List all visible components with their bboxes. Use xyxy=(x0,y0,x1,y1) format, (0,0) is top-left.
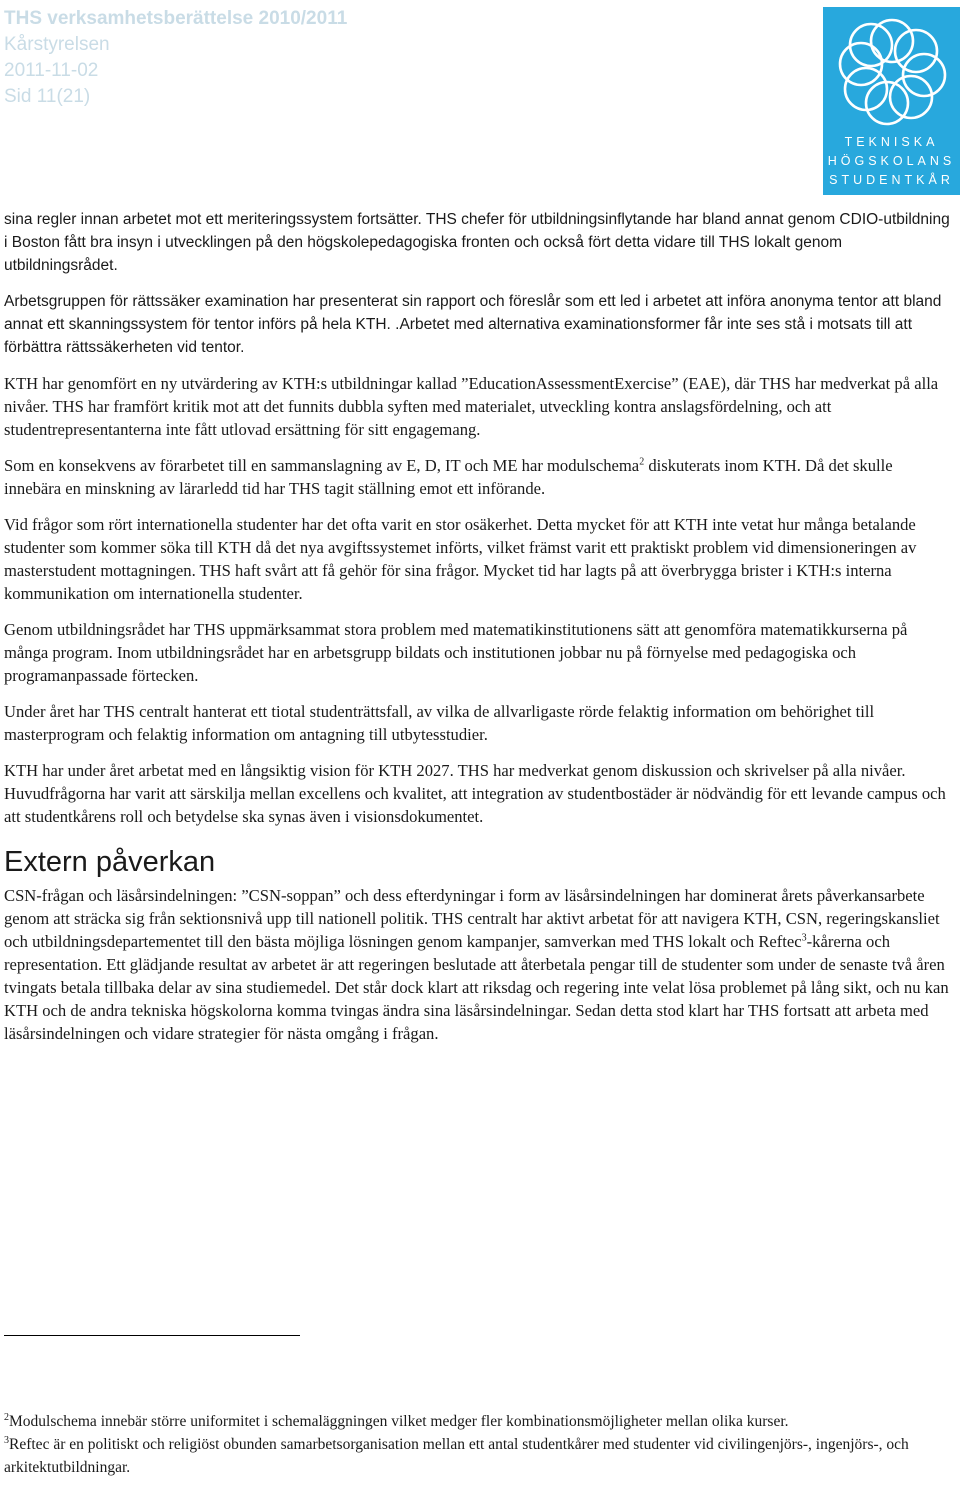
footnotes xyxy=(4,1410,950,1479)
footnote-2-text: Modulschema innebär större uniformitet i schemaläggningen vilket medger fler kombinationsmöjligheter mellan olika kurser. xyxy=(9,1413,789,1430)
document-title: THS verksamhetsberättelse 2010/2011 xyxy=(4,8,348,29)
footnote-3-number: 3 xyxy=(4,1434,9,1446)
document-body xyxy=(4,208,950,1058)
interlocking-rings-logo-icon xyxy=(823,7,960,132)
logo-line-1: TEKNISKA xyxy=(844,135,939,149)
logo-line-2: HÖGSKOLANS xyxy=(827,154,956,168)
page-header xyxy=(4,6,347,110)
logo-wordmark xyxy=(823,133,960,190)
paragraph-2: Arbetsgruppen för rättssäker examination har presenterat sin rapport och föreslår som ett led i arbetet att införa anonyma tentor att bland annat ett skanningssystem för tentor införs på hela KTH. .Arbetet med alternativa examinationsformer får inte ses stå i motsats till att förbättra rättssäkerheten vid tentor. xyxy=(4,293,942,356)
footnote-3 xyxy=(4,1433,950,1479)
paragraph-7: Under året har THS centralt hanterat ett tiotal studenträttsfall, av vilka de allvarligaste rörde felaktig information om behörighet till masterprogram och felaktig information om antagning till utbytesstudier. xyxy=(4,702,875,744)
section-heading: Extern påverkan xyxy=(4,846,216,878)
paragraph-4-text-b: diskuterats inom KTH. Då det skulle innebära en minskning av lärarledd tid har THS tagit ställning emot ett införande. xyxy=(4,456,893,498)
paragraph-9-text-b: -kårerna och representation. Ett glädjande resultat av arbetet är att regeringen beslutade att återbetala pengar till de studenter som under de senaste två åren tvingats betala tillbaka delar av sina studiemedel. Det står dock klart att riksdag och regering inte velat lösa problemet på lång sikt, och nu kan KTH och de andra tekniska högskolorna komma tvingas ändra sina läsårsindelningar. Sedan detta stod klart har THS fortsatt att arbeta med läsårsindelningen och vidare strategier för nästa omgång i frågan. xyxy=(4,932,949,1043)
paragraph-6: Genom utbildningsrådet har THS uppmärksammat stora problem med matematikinstitutionens sätt att genomföra matematikkurserna på många program. Inom utbildningsrådet har en arbetsgrupp bildats och institutionen jobbar nu på förnyelse med pedagogiska och programanpassade förtecken. xyxy=(4,620,908,685)
footnote-ref-3: 3 xyxy=(801,932,807,944)
paragraph-5: Vid frågor som rört internationella studenter har det ofta varit en stor osäkerhet. Detta mycket för att KTH inte vetat hur många betalande studenter som kommer söka till KTH då det nya avgiftssystemet införts, vilket främst varit ett praktiskt problem vid dimensioneringen av masterstudent mottagningen. THS haft svårt att få gehör för sina frågor. Mycket tid har lagts på att överbrygga brister i KTH:s interna kommunikation om internationella studenter. xyxy=(4,515,917,603)
paragraph-1: sina regler innan arbetet mot ett meriteringssystem fortsätter. THS chefer för utbildningsinflytande har bland annat genom CDIO-utbildning i Boston fått bra insyn i utvecklingen på den högskolepedagogiska fronten och också fört detta vidare till THS lokalt genom utbildningsrådet. xyxy=(4,211,950,274)
ths-logo xyxy=(823,7,960,195)
paragraph-4 xyxy=(4,454,950,500)
logo-line-3: STUDENTKÅR xyxy=(829,173,954,187)
paragraph-4-text-a: Som en konsekvens av förarbetet till en sammanslagning av E, D, IT och ME har modulschema xyxy=(4,456,640,475)
paragraph-9 xyxy=(4,884,950,1045)
footnote-separator xyxy=(4,1335,300,1336)
page-number: Sid 11(21) xyxy=(4,86,91,107)
document-date: 2011-11-02 xyxy=(4,60,99,81)
footnote-ref-2: 2 xyxy=(639,456,645,468)
footnote-2 xyxy=(4,1410,950,1433)
paragraph-3: KTH har genomfört en ny utvärdering av KTH:s utbildningar kallad ”EducationAssessmentExercise” (EAE), där THS har medverkat på alla nivåer. THS har framfört kritik mot att det funnits dubbla syften med materialet, utveckling kontra anslagsfördelning, och att studentrepresentanterna inte fått utlovad ersättning för sitt engagemang. xyxy=(4,374,939,439)
organization-name: Kårstyrelsen xyxy=(4,34,110,55)
paragraph-8: KTH har under året arbetat med en långsiktig vision för KTH 2027. THS har medverkat genom diskussion och skrivelser på alla nivåer. Huvudfrågorna har varit att särskilja mellan excellens och kvalitet, att integration av studentbostäder är nödvändig för ett levande campus och att studentkårens roll och betydelse ska synas även i visionsdokumentet. xyxy=(4,761,946,826)
footnote-3-text: Reftec är en politiskt och religiöst obunden samarbetsorganisation mellan ett antal studentkårer med studenter vid civilingenjörs-, ingenjörs-, och arkitektutbildningar. xyxy=(4,1436,909,1476)
footnote-2-number: 2 xyxy=(4,1411,9,1423)
paragraph-9-text-a: CSN-frågan och läsårsindelningen: ”CSN-soppan” och dess efterdyningar i form av läsårsindelningen har dominerat årets påverkansarbete genom att sträcka sig från sektionsnivå upp till nationell politik. THS centralt har aktivt arbetat för att navigera KTH, CSN, regeringskansliet och utbildningsdepartementet till den bästa möjliga lösningen genom kampanjer, samverkan med THS lokalt och Reftec xyxy=(4,886,940,951)
